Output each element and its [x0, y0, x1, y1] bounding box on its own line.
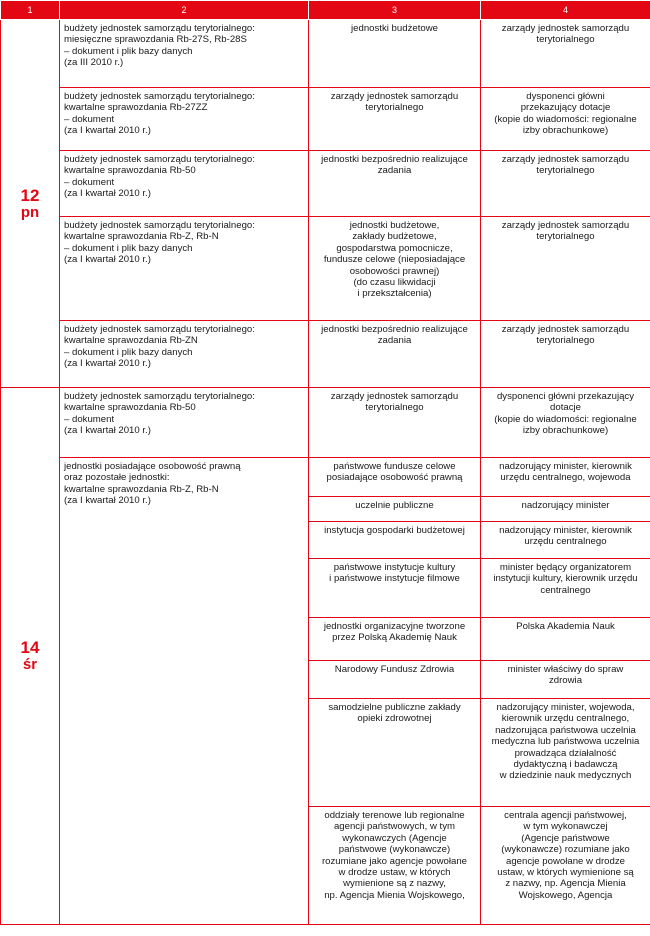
recipient-cell: minister właściwy do spraw zdrowia — [481, 661, 650, 699]
table-row — [1, 388, 650, 458]
recipient-cell: minister będący organizatorem instytucji kultury, kierownik urzędu centralnego — [481, 559, 650, 618]
report-cell: budżety jednostek samorządu terytorialnego: kwartalne sprawozdania Rb-ZN – dokument i plik bazy danych (za I kwartał 2010 r.) — [60, 321, 309, 388]
submitter-cell: jednostki bezpośrednio realizujące zadania — [309, 151, 481, 217]
recipient-cell: nadzorujący minister, wojewoda, kierownik urzędu centralnego, nadzorująca państwowa uczelnia medyczna lub państwowa uczelnia prowadząca działalność dydaktyczną i badawczą w dziedzinie nauk medycznych — [481, 699, 650, 807]
submitter-cell: zarządy jednostek samorządu terytorialnego — [309, 88, 481, 151]
recipient-cell: zarządy jednostek samorządu terytorialnego — [481, 321, 650, 388]
submitter-cell: jednostki budżetowe, zakłady budżetowe, gospodarstwa pomocnicze, fundusze celowe (nieposiadające osobowości prawnej) (do czasu likwidacji i przekształcenia) — [309, 217, 481, 321]
recipient-cell: nadzorujący minister, kierownik urzędu centralnego — [481, 522, 650, 559]
submitter-cell: państwowe instytucje kultury i państwowe instytucje filmowe — [309, 559, 481, 618]
header-row — [1, 1, 650, 20]
report-cell: budżety jednostek samorządu terytorialnego: kwartalne sprawozdania Rb-50 – dokument (za I kwartał 2010 r.) — [60, 151, 309, 217]
day-cell-12 — [1, 20, 60, 388]
table-row — [1, 458, 650, 497]
recipient-cell: dysponenci główni przekazujący dotacje (kopie do wiadomości: regionalne izby obrachunkowe) — [481, 88, 650, 151]
day-cell-14 — [1, 388, 60, 925]
report-cell: budżety jednostek samorządu terytorialnego: kwartalne sprawozdania Rb-27ZZ – dokument (za I kwartał 2010 r.) — [60, 88, 309, 151]
submitter-cell: Narodowy Fundusz Zdrowia — [309, 661, 481, 699]
recipient-cell: Polska Akademia Nauk — [481, 618, 650, 661]
table-row — [1, 20, 650, 88]
submitter-cell: uczelnie publiczne — [309, 497, 481, 522]
recipient-cell: zarządy jednostek samorządu terytorialnego — [481, 20, 650, 88]
submitter-cell: samodzielne publiczne zakłady opieki zdrowotnej — [309, 699, 481, 807]
report-cell: budżety jednostek samorządu terytorialnego: kwartalne sprawozdania Rb-Z, Rb-N – dokument i plik bazy danych (za I kwartał 2010 r.) — [60, 217, 309, 321]
submitter-cell: zarządy jednostek samorządu terytorialnego — [309, 388, 481, 458]
submitter-cell: państwowe fundusze celowe posiadające osobowość prawną — [309, 458, 481, 497]
day-name: pn — [20, 203, 40, 221]
column-header-2: 2 — [60, 1, 309, 20]
submitter-cell: jednostki bezpośrednio realizujące zadania — [309, 321, 481, 388]
column-header-1: 1 — [1, 1, 60, 20]
recipient-cell: zarządy jednostek samorządu terytorialnego — [481, 217, 650, 321]
table-row — [1, 217, 650, 321]
report-cell: budżety jednostek samorządu terytorialnego: miesięczne sprawozdania Rb-27S, Rb-28S – dokument i plik bazy danych (za III 2010 r.) — [60, 20, 309, 88]
table-row — [1, 151, 650, 217]
submitter-cell: jednostki budżetowe — [309, 20, 481, 88]
submitter-cell: jednostki organizacyjne tworzone przez Polską Akademię Nauk — [309, 618, 481, 661]
day-number: 12 — [20, 185, 40, 205]
submitter-cell: instytucja gospodarki budżetowej — [309, 522, 481, 559]
report-cell: budżety jednostek samorządu terytorialnego: kwartalne sprawozdania Rb-50 – dokument (za I kwartał 2010 r.) — [60, 388, 309, 458]
column-header-4: 4 — [481, 1, 650, 20]
recipient-cell: nadzorujący minister, kierownik urzędu centralnego, wojewoda — [481, 458, 650, 497]
table-row — [1, 321, 650, 388]
recipient-cell: centrala agencji państwowej, w tym wykonawczej (Agencje państwowe (wykonawcze) rozumiane jako agencje powołane w drodze ustaw, w których wymienione są z nazwy, np. Agencja Mienia Wojskowego, Agencja — [481, 807, 650, 925]
recipient-cell: dysponenci główni przekazujący dotacje (kopie do wiadomości: regionalne izby obrachunkowe) — [481, 388, 650, 458]
day-number: 14 — [20, 638, 40, 657]
recipient-cell: zarządy jednostek samorządu terytorialnego — [481, 151, 650, 217]
column-header-3: 3 — [309, 1, 481, 20]
table-row — [1, 88, 650, 151]
report-cell: jednostki posiadające osobowość prawną oraz pozostałe jednostki: kwartalne sprawozdania Rb-Z, Rb-N (za I kwartał 2010 r.) — [60, 458, 309, 925]
recipient-cell: nadzorujący minister — [481, 497, 650, 522]
day-name: śr — [22, 656, 38, 673]
submitter-cell: oddziały terenowe lub regionalne agencji państwowych, w tym wykonawczych (Agencje państwowe (wykonawcze) rozumiane jako agencje powołane w drodze ustaw, w których wymienione są z nazwy, np. Agencja Mienia Wojskowego, — [309, 807, 481, 925]
